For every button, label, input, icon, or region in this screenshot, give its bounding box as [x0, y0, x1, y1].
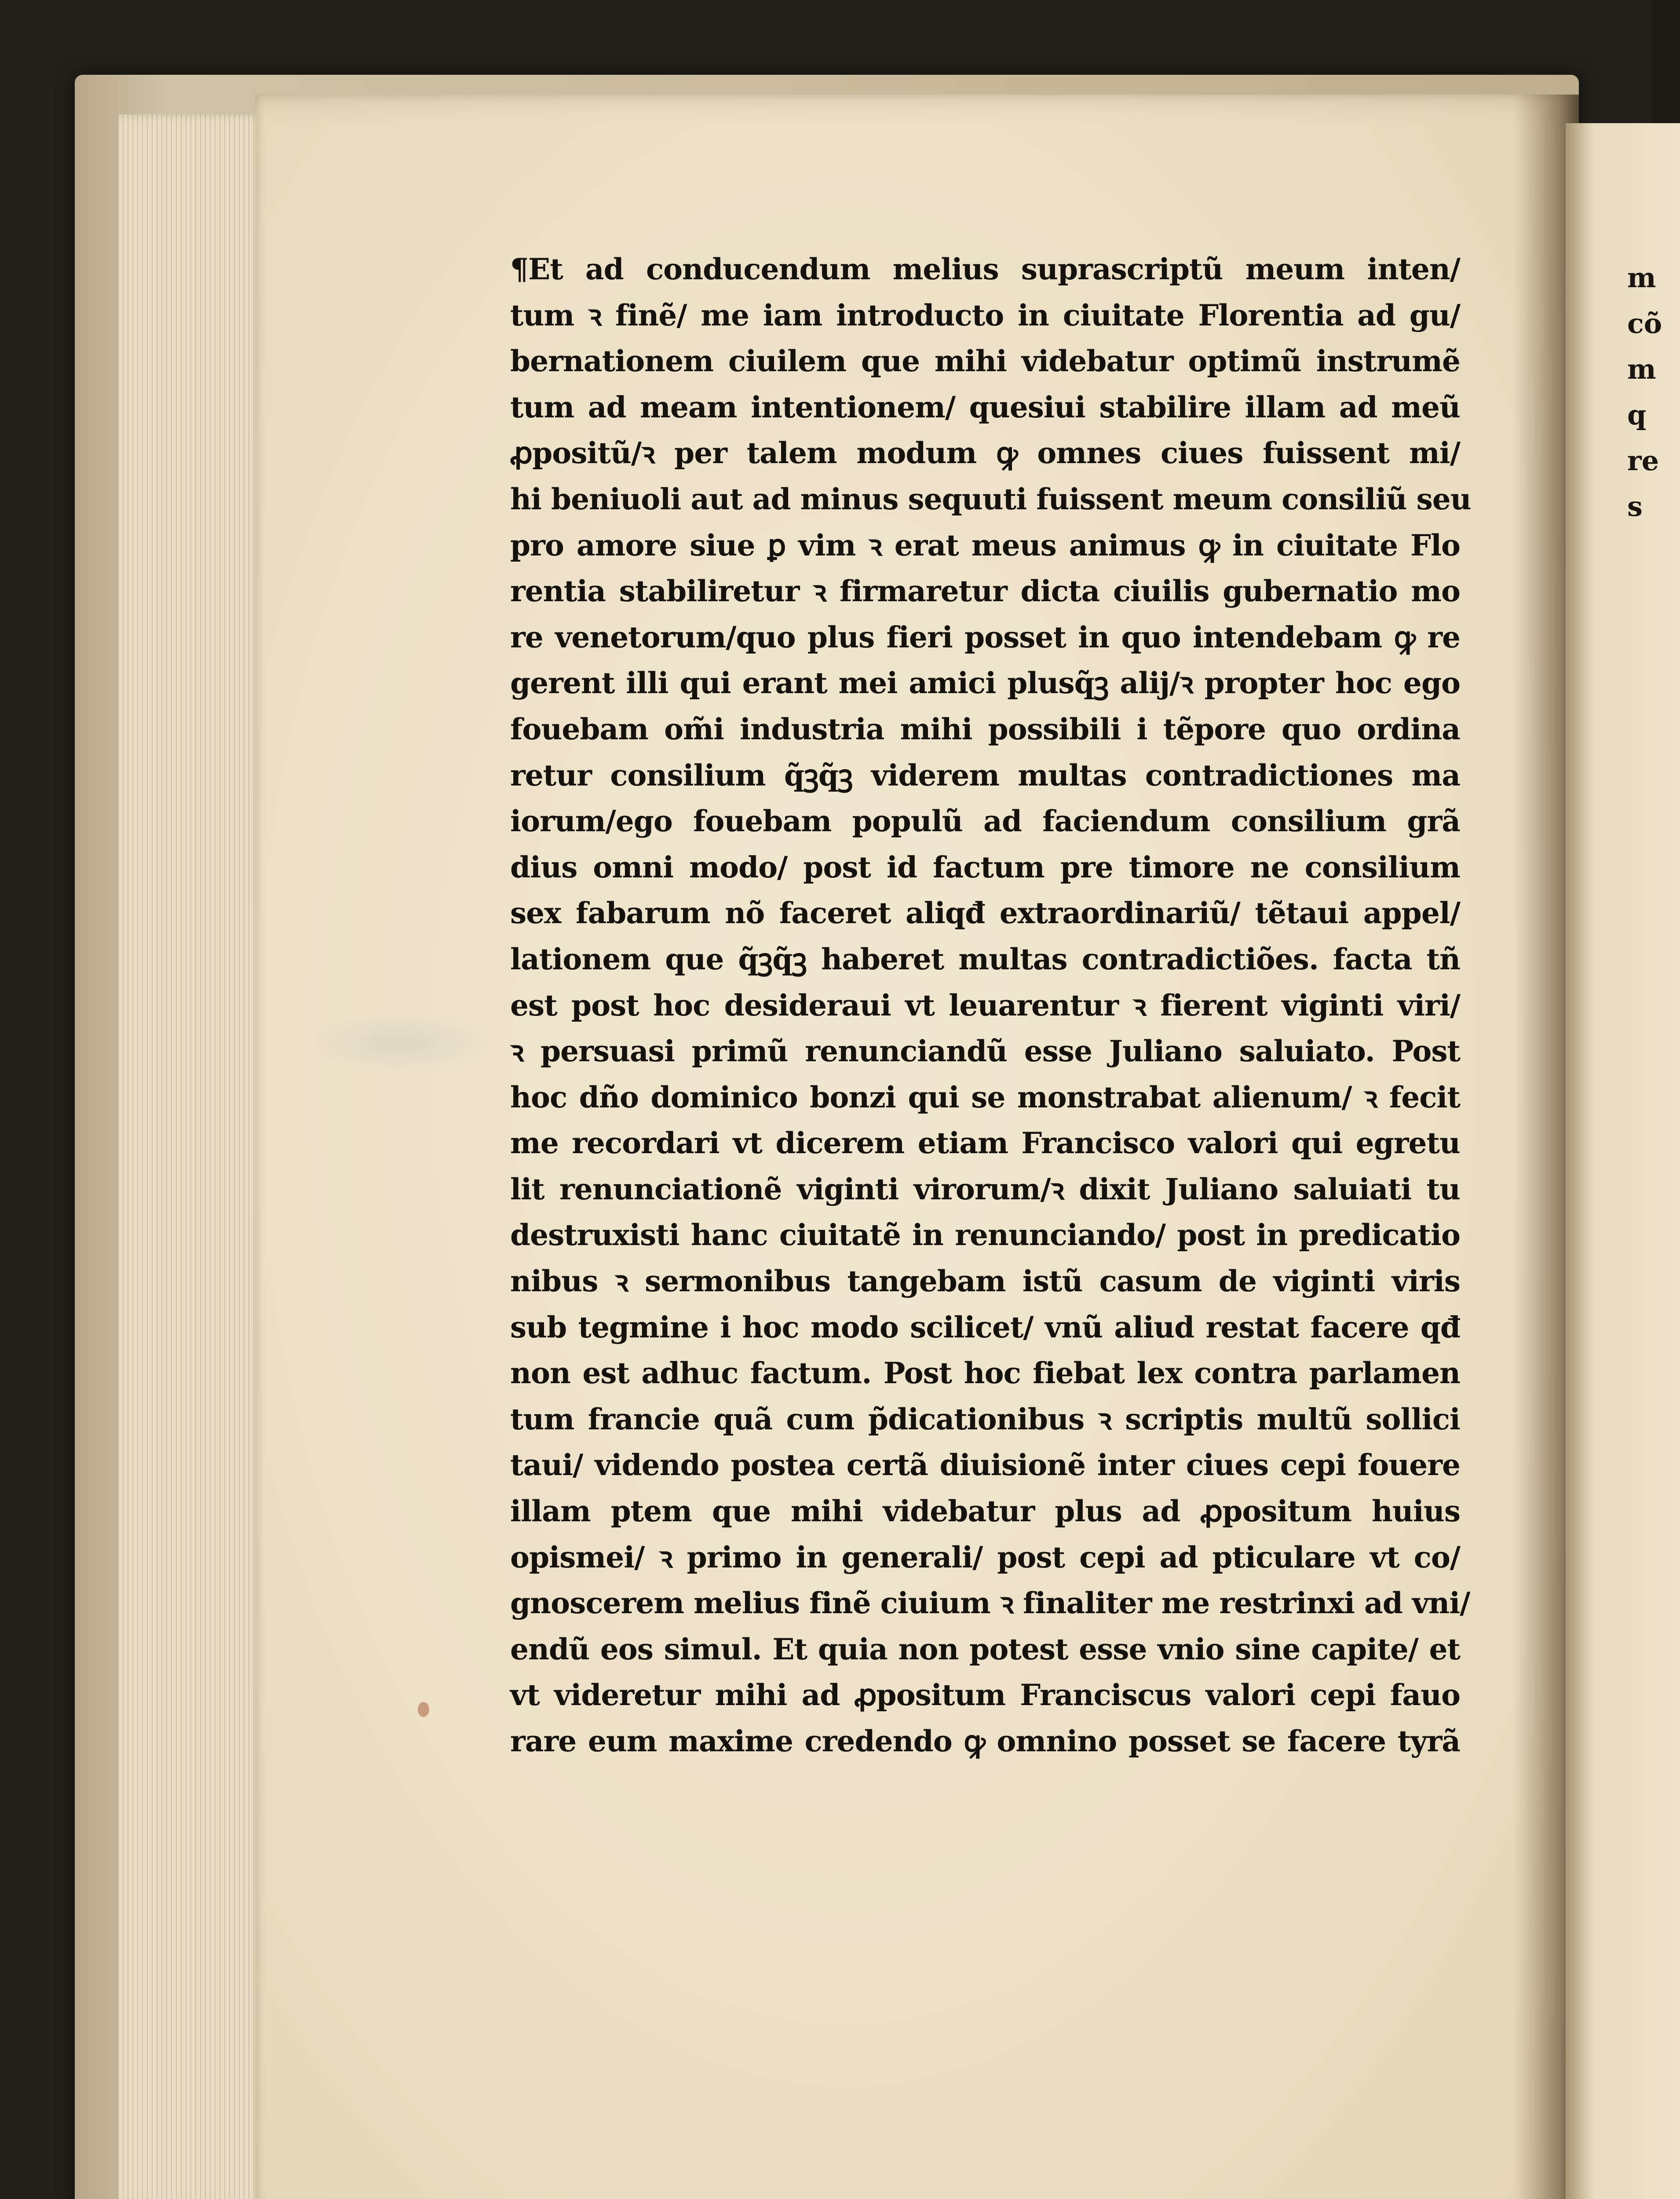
paper-stain — [418, 1702, 429, 1717]
text-line: tum francie quã cum p̃dicationibus ꝛ scriptis multũ sollici — [510, 1402, 1460, 1436]
text-line: gnoscerem melius finẽ ciuium ꝛ finaliter me restrinxi ad vni/ — [510, 1586, 1470, 1621]
text-line: est post hoc desideraui vt leuarentur ꝛ fierent viginti viri/ — [510, 988, 1460, 1023]
recto-fragment: q — [1627, 399, 1647, 431]
text-line: ꝓpositũ/ꝛ per talem modum ꝙ omnes ciues fuissent mi/ — [510, 436, 1460, 471]
text-line: endũ eos simul. Et quia non potest esse vnio sine capite/ et — [510, 1632, 1460, 1666]
text-line: ꝛ persuasi primũ renunciandũ esse Juliano saluiato. Post — [510, 1034, 1460, 1069]
text-line: hi beniuoli aut ad minus sequuti fuissent meum consiliũ seu — [510, 482, 1471, 516]
text-line: nibus ꝛ sermonibus tangebam istũ casum de viginti viris — [510, 1264, 1460, 1299]
recto-fragment: m — [1627, 262, 1656, 294]
recto-page — [1566, 123, 1680, 2199]
text-line: fouebam om̃i industria mihi possibili i tẽpore quo ordina — [510, 712, 1460, 746]
recto-fragment: re — [1627, 445, 1659, 477]
show-through-mark — [308, 1012, 493, 1073]
text-line: iorum/ego fouebam populũ ad faciendum consilium grã — [510, 804, 1460, 839]
text-line: gerent illi qui erant mei amici plusq̃ꝫ alij/ꝛ propter hoc ego — [510, 666, 1460, 701]
recto-fragment: cõ — [1627, 307, 1662, 340]
text-line: dius omni modo/ post id factum pre timore ne consilium — [510, 850, 1460, 884]
text-line: bernationem ciuilem que mihi videbatur optimũ instrumẽ — [510, 344, 1460, 379]
text-line: vt videretur mihi ad ꝓpositum Franciscus valori cepi fauo — [510, 1678, 1460, 1713]
text-line: lationem que q̃ꝫq̃ꝫ haberet multas contradictiões. facta tñ — [510, 942, 1460, 976]
recto-fragment: m — [1627, 353, 1656, 385]
recto-fragment: s — [1627, 490, 1643, 522]
text-line: me recordari vt dicerem etiam Francisco valori qui egretu — [510, 1126, 1460, 1161]
page-edges — [119, 114, 264, 2199]
text-line: retur consilium q̃ꝫq̃ꝫ viderem multas contradictiones ma — [510, 758, 1460, 793]
text-line: taui/ videndo postea certã diuisionẽ inter ciues cepi fouere — [510, 1448, 1460, 1483]
recto-text-fragments — [1627, 255, 1662, 530]
text-line: hoc dño dominico bonzi qui se monstrabat alienum/ ꝛ fecit — [510, 1080, 1460, 1114]
text-line: destruxisti hanc ciuitatẽ in renunciando/ post in predicatio — [510, 1218, 1460, 1253]
text-block — [510, 246, 1471, 1764]
text-line: re venetorum/quo plus fieri posset in quo intendebam ꝙ re — [510, 620, 1460, 654]
text-line: ¶Et ad conducendum melius suprascriptũ meum inten/ — [510, 252, 1460, 286]
text-line: tum ad meam intentionem/ quesiui stabilire illam ad meũ — [510, 390, 1460, 424]
text-line: rare eum maxime credendo ꝙ omnino posset se facere tyrã — [510, 1724, 1460, 1758]
text-line: rentia stabiliretur ꝛ firmaretur dicta ciuilis gubernatio mo — [510, 574, 1460, 609]
text-line: sex fabarum nõ faceret aliqđ extraordinariũ/ tẽtaui appel/ — [510, 896, 1460, 931]
text-line: illam ptem que mihi videbatur plus ad ꝓpositum huius — [510, 1494, 1460, 1529]
text-line: pro amore siue ꝑ vim ꝛ erat meus animus ꝙ in ciuitate Flo — [510, 528, 1460, 563]
text-line: opismei/ ꝛ primo in generali/ post cepi ad pticulare vt co/ — [510, 1540, 1460, 1574]
text-line: sub tegmine i hoc modo scilicet/ vnũ aliud restat facere qđ — [510, 1310, 1460, 1344]
text-line: non est adhuc factum. Post hoc fiebat lex contra parlamen — [510, 1356, 1460, 1391]
text-line: tum ꝛ finẽ/ me iam introducto in ciuitate Florentia ad gu/ — [510, 298, 1460, 332]
text-line: lit renunciationẽ viginti virorum/ꝛ dixit Juliano saluiati tu — [510, 1172, 1460, 1206]
